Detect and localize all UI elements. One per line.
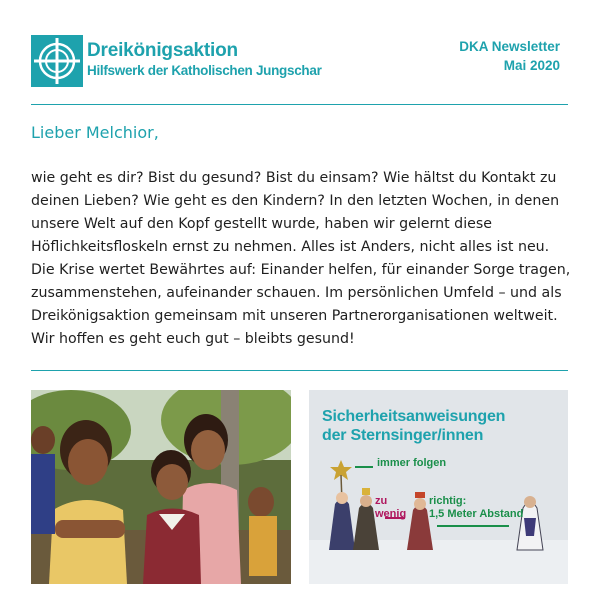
label-richtig-line2: 1,5 Meter Abstand: [429, 508, 524, 520]
intro-paragraph: wie geht es dir? Bist du gesund? Bist du einsam? Wie hältst du Kontakt zu deinen Lieben? Wie geht es den Kindern? In den letzten Wochen, in denen unsere Welt auf den Kopf gestellt wurde, haben wir gelernt diese Höflichkeitsfloskeln ernst zu nehmen. Alles ist Anders, nicht alles ist neu. Die Krise wertet Bewährtes auf: Einander helfen, für einander Sorge tragen, zusammenstehen, aufeinander schauen. Im persönlichen Umfeld – und als Dreikönigsaktion gemeinsam mit unseren Partnerorganisationen weltweit. Wir hoffen es geht euch gut – bleibts gesund!: [31, 170, 571, 347]
label-richtig: [429, 495, 523, 521]
newsletter-header: [31, 34, 568, 94]
label-zu-wenig: [375, 495, 406, 521]
children-photo[interactable]: [31, 390, 291, 584]
promo-title-line1: Sicherheitsanweisungen: [322, 408, 506, 425]
safety-instructions-graphic[interactable]: [309, 390, 568, 584]
globe-cross-icon[interactable]: [31, 35, 83, 87]
divider-middle: [31, 370, 568, 371]
logo-title: Dreikönigsaktion: [87, 40, 238, 61]
divider-top: [31, 104, 568, 105]
label-zu-wenig-line2: wenig: [375, 508, 407, 520]
greeting: Lieber Melchior,: [31, 123, 159, 142]
promo-title: [322, 407, 505, 445]
promo-title-line2: der Sternsinger/innen: [322, 427, 484, 444]
label-zu-wenig-line1: zu: [375, 495, 388, 507]
label-immer-folgen: immer folgen: [377, 457, 447, 469]
newsletter-meta: [459, 37, 560, 75]
logo-wordmark[interactable]: [87, 40, 322, 79]
newsletter-date: Mai 2020: [503, 58, 560, 73]
label-richtig-line1: richtig:: [429, 495, 467, 507]
logo-subtitle: Hilfswerk der Katholischen Jungschar: [87, 63, 322, 78]
newsletter-label: DKA Newsletter: [459, 39, 560, 54]
